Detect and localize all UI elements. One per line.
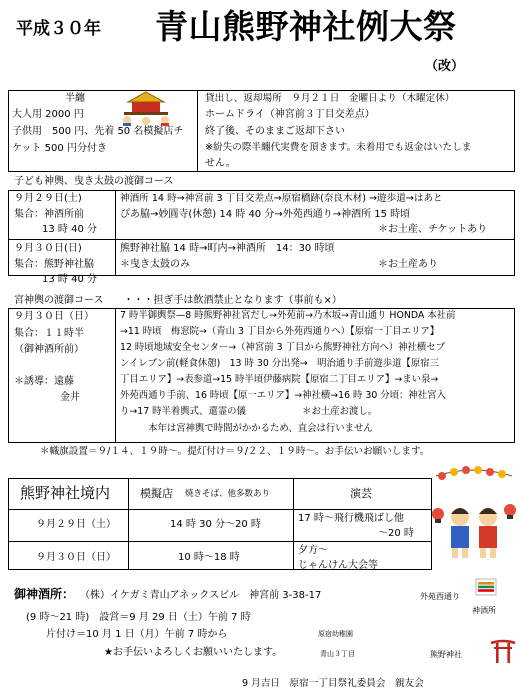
- show-label: 演芸: [350, 487, 372, 500]
- kids-day1-time: 13 時 40 分: [42, 224, 97, 235]
- stalls-label: 模擬店: [140, 487, 173, 500]
- mikoshi-meet-time: 集合：１１時半: [14, 328, 84, 339]
- footer-organizer: 9 月吉日 原宿一丁目祭礼委員会 親友会: [242, 678, 424, 689]
- mikoshi-route-line: 12 時頃地域安全センター→（神宮前 3 丁目から熊野神社方向へ）神社横セブ: [120, 342, 445, 353]
- mikoshi-date: ９月３０日（日）: [14, 311, 94, 322]
- kids-divider-v: [115, 190, 116, 276]
- kids-day1-meet: 集合：神酒所前: [14, 209, 84, 220]
- mikoshi-guide-name: 金井: [60, 392, 80, 403]
- shinshusho-setup: (9 時〜21 時) 設営＝9 月 29 日（土）午前 7 時: [26, 612, 251, 623]
- map-street-label: 外苑西通り: [420, 592, 460, 601]
- precinct-row1-date: ９月２９日（土）: [36, 519, 116, 530]
- kids-day2-route: 熊野神社脇 14 時→町内→神酒所 14：30 時頃: [120, 243, 335, 254]
- mikoshi-divider: [115, 308, 116, 443]
- precinct-title: 熊野神社境内: [20, 484, 111, 502]
- mikoshi-route-line: 外苑西通り手前、16 時頃【原一エリア】→神社横→16 時 30 分頃：神社宮入: [120, 390, 446, 401]
- page-title: 青山熊野神社例大祭: [155, 7, 457, 46]
- torii-icon: [490, 638, 516, 664]
- festival-kids-illustration: [432, 462, 516, 574]
- happi-adult-price: 大人用 2000 円: [12, 109, 84, 120]
- happi-heading: 半纏: [65, 93, 85, 104]
- shinshusho-label: 御神酒所：: [14, 587, 75, 601]
- revised-mark: （改）: [425, 59, 465, 74]
- precinct-row2-show-cont: じゃんけん大会等: [298, 560, 378, 571]
- rental-shop: ホームドライ（神宮前３丁目交差点）: [205, 109, 375, 120]
- precinct-row2-time: 10 時〜18 時: [178, 552, 240, 563]
- mikoshi-course-heading: 宮神輿の渡御コース ・・・担ぎ手は飲酒禁止となります（事前も×）: [14, 295, 342, 306]
- mikoshi-route-line: ンイレブン前(軽食休憩) 13 時 30 分出発→ 明治通り手前遊歩道【原宿三: [120, 358, 440, 369]
- mikoshi-route-line: 7 時半御輿祭—8 時熊野神社宮だし→外苑前→乃木坂→青山通り HONDA 本社前: [120, 310, 456, 321]
- flag-lantern-note: ＊幟旗設置＝９/１４、１９時〜。提灯付け＝９/２２、１９時〜。お手伝いお願いします。: [40, 446, 430, 457]
- precinct-col-line: [128, 478, 129, 570]
- precinct-col-line: [293, 478, 294, 570]
- precinct-row1-time: 14 時 30 分〜20 時: [170, 519, 261, 530]
- precinct-row2-date: ９月３０日（日）: [36, 552, 116, 563]
- mikoshi-route-line: 丁目エリア】→表参道→15 時半頃伊藤病院【原宿二丁目エリア】→まい泉→: [120, 374, 439, 385]
- mikoshi-guide: ＊誘導：遠藤: [14, 376, 74, 387]
- kids-day2-note: ＊お土産あり: [378, 259, 438, 270]
- rental-return: 終了後、そのままご返却下さい: [205, 126, 345, 137]
- mikoshi-illustration: [118, 90, 174, 126]
- precinct-row2-show: 夕方〜: [298, 545, 328, 556]
- kids-day1-route: 神酒所 14 時→神宮前 3 丁目交差点→原宿橋跡(奈良木材) →遊歩道→はあと: [120, 193, 443, 204]
- kids-day2-time: 13 時 40 分: [42, 274, 97, 285]
- mikoshi-no-naorai: 本年は宮神輿で時間がかかるため、直会は行いません: [120, 423, 373, 434]
- rental-loss-note: ※紛失の際半纏代実費を頂きます。未着用でも返金はいたしま: [205, 142, 472, 153]
- mikoshi-route-line: →11 時頃 梅窓院→（青山 3 丁目から外苑西通りへ）【原宿一丁目エリア】: [120, 326, 440, 337]
- kids-day1-date: ９月２９日(土): [14, 193, 82, 204]
- rental-place: 貸出し、返却場所 ９月２１日 金曜日より（木曜定休）: [205, 93, 455, 104]
- kids-divider-h: [8, 239, 515, 240]
- shinshusho-cleanup: 片付け＝10 月 1 日（月）午前 7 時から: [46, 629, 228, 640]
- happi-child-price-cont: ケット 500 円分付き: [12, 143, 107, 154]
- convenience-store-icon: [475, 578, 497, 596]
- kids-day2-meet: 集合：熊野神社脇: [14, 259, 94, 270]
- stalls-sub: 焼きそば、他多数あり: [185, 489, 271, 499]
- era-label: 平成３０年: [16, 19, 101, 39]
- precinct-row-line: [8, 541, 432, 542]
- happi-child-price: 子供用 500 円、先着 50 名模擬店チ: [12, 126, 184, 137]
- precinct-row-line: [8, 509, 432, 510]
- precinct-row1-show-end: 〜20 時: [378, 528, 414, 539]
- mikoshi-meet-place: （御神酒所前）: [14, 344, 84, 355]
- kids-day2-date: ９月３０日(日): [14, 243, 82, 254]
- map-kindergarten-label: 原宿幼稚園: [318, 630, 353, 638]
- kids-day1-route-cont: ぴあ脇→妙圓寺(休憩) 14 時 40 分→外苑西通り→神酒所 15 時頃: [120, 209, 411, 220]
- map-shrine-label: 熊野神社: [430, 650, 462, 659]
- map-shinshusho-label: 神酒所: [472, 606, 496, 615]
- rental-loss-note-cont: せん。: [205, 158, 236, 169]
- shinshusho-address: （株）イケガミ青山アネックスビル 神宮前 3-38-17: [80, 590, 322, 601]
- kids-day2-taiko: ＊曳き太鼓のみ: [120, 259, 190, 270]
- shinshusho-help-request: ★お手伝いよろしくお願いいたします。: [104, 647, 283, 658]
- kids-course-heading: 子ども神輿、曳き太鼓の渡御コース: [14, 176, 174, 187]
- happi-divider: [197, 90, 198, 172]
- precinct-row1-show: 17 時〜飛行機飛ばし他: [298, 513, 404, 524]
- mikoshi-route-line: り→17 時半着輿式、還霊の儀 ＊お土産お渡し。: [120, 406, 378, 417]
- map-aoyama-label: 青山３丁目: [320, 650, 355, 658]
- kids-day1-note: ＊お土産、チケットあり: [378, 224, 488, 235]
